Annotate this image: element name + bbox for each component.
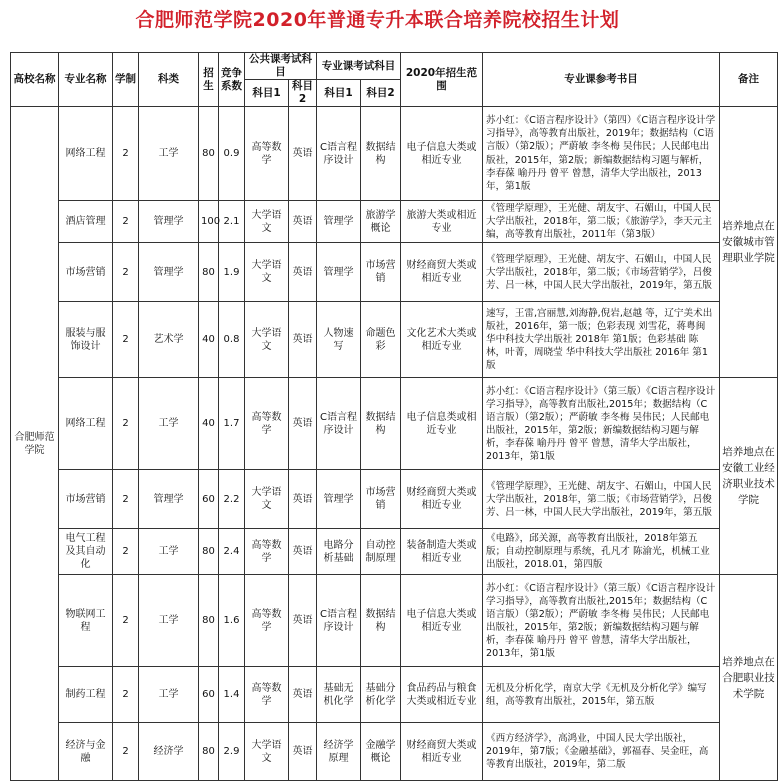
header-prof: 专业课考试科目 <box>317 53 401 80</box>
ratio-cell: 1.4 <box>219 667 245 723</box>
table-row <box>11 529 778 575</box>
public-subject2-cell: 英语 <box>289 107 317 201</box>
duration-cell: 2 <box>113 243 139 302</box>
major-cell: 网络工程 <box>59 378 113 470</box>
public-subject1-cell: 高等数学 <box>245 575 289 667</box>
major-cell: 服装与服饰设计 <box>59 302 113 378</box>
header-public-subject1: 科目1 <box>245 80 289 107</box>
duration-cell: 2 <box>113 107 139 201</box>
major-cell: 市场营销 <box>59 470 113 529</box>
category-cell: 艺术学 <box>139 302 199 378</box>
table-row <box>11 470 778 529</box>
public-subject1-cell: 大学语文 <box>245 201 289 243</box>
prof-subject2-cell: 自动控制原理 <box>361 529 401 575</box>
enroll-cell: 80 <box>199 723 219 781</box>
refs-cell: 速写，王雷,宫丽慧,刘海静,倪岩,赵越 等，辽宁美术出版社，2016年，第一版；色彩表现 刘雪花，蒋粤闽 华中科技大学出版社 2018年 第1版；色彩基础 陈林，叶菁，周晓莹 华中科技大学出版社 2016年 第1版 <box>483 302 720 378</box>
public-subject1-cell: 高等数学 <box>245 667 289 723</box>
table-row <box>11 575 778 667</box>
refs-cell: 无机及分析化学，南京大学《无机及分析化学》编写组，高等教育出版社，2015年，第五版 <box>483 667 720 723</box>
header-public: 公共课考试科目 <box>245 53 317 80</box>
prof-subject1-cell: C语言程序设计 <box>317 107 361 201</box>
duration-cell: 2 <box>113 667 139 723</box>
page-title: 合肥师范学院2020年普通专升本联合培养院校招生计划 <box>135 9 620 31</box>
major-cell: 酒店管理 <box>59 201 113 243</box>
header-duration: 学制 <box>113 53 139 107</box>
scope-cell: 电子信息大类或相近专业 <box>401 575 483 667</box>
public-subject2-cell: 英语 <box>289 378 317 470</box>
enroll-cell: 80 <box>199 107 219 201</box>
prof-subject1-cell: 管理学 <box>317 470 361 529</box>
prof-subject1-cell: 管理学 <box>317 243 361 302</box>
header-major: 专业名称 <box>59 53 113 107</box>
header-school: 高校名称 <box>11 53 59 107</box>
scope-cell: 财经商贸大类或相近专业 <box>401 470 483 529</box>
school-name: 合肥师范学院 <box>11 107 59 781</box>
header-category: 科类 <box>139 53 199 107</box>
ratio-cell: 0.8 <box>219 302 245 378</box>
public-subject1-cell: 大学语文 <box>245 470 289 529</box>
ratio-cell: 2.2 <box>219 470 245 529</box>
enroll-cell: 60 <box>199 470 219 529</box>
prof-subject2-cell: 金融学概论 <box>361 723 401 781</box>
public-subject2-cell: 英语 <box>289 667 317 723</box>
table-row <box>11 302 778 378</box>
enroll-cell: 100 <box>199 201 219 243</box>
ratio-cell: 1.6 <box>219 575 245 667</box>
duration-cell: 2 <box>113 723 139 781</box>
refs-cell: 《电路》，邱关源，高等教育出版社，2018年第五版；自动控制原理与系统，孔凡才 陈渝光，机械工业出版社，2018.01，第四版 <box>483 529 720 575</box>
ratio-cell: 2.4 <box>219 529 245 575</box>
major-cell: 经济与金融 <box>59 723 113 781</box>
scope-cell: 财经商贸大类或相近专业 <box>401 723 483 781</box>
enrollment-table <box>10 52 778 781</box>
category-cell: 管理学 <box>139 243 199 302</box>
category-cell: 工学 <box>139 107 199 201</box>
refs-cell: 苏小红：《C语言程序设计》（第三版）《C语言程序设计学习指导》，高等教育出版社,2015年；数据结构（C语言版）（第2版）；严蔚敏 李冬梅 吴伟民；人民邮电出版社，2015年，第2版；新编数据结构习题与解析，李春葆 喻丹丹 曾平 曾慧，清华大学出版社，2013年，第1版 <box>483 575 720 667</box>
public-subject1-cell: 大学语文 <box>245 243 289 302</box>
category-cell: 工学 <box>139 529 199 575</box>
public-subject2-cell: 英语 <box>289 529 317 575</box>
duration-cell: 2 <box>113 201 139 243</box>
public-subject2-cell: 英语 <box>289 723 317 781</box>
prof-subject1-cell: 管理学 <box>317 201 361 243</box>
header-prof-subject2: 科目2 <box>361 80 401 107</box>
prof-subject1-cell: 基础无机化学 <box>317 667 361 723</box>
duration-cell: 2 <box>113 302 139 378</box>
prof-subject2-cell: 数据结构 <box>361 107 401 201</box>
refs-cell: 苏小红：《C语言程序设计》（第三版）《C语言程序设计学习指导》，高等教育出版社,2015年；数据结构（C语言版）（第2版）；严蔚敏 李冬梅 吴伟民；人民邮电出版社，2015年，第2版；新编数据结构习题与解析，李春葆 喻丹丹 曾平 曾慧，清华大学出版社，2013年，第1版 <box>483 378 720 470</box>
enroll-cell: 80 <box>199 575 219 667</box>
major-cell: 网络工程 <box>59 107 113 201</box>
refs-cell: 《管理学原理》，王光健、胡友宇、石媚山，中国人民大学出版社，2018年，第二版；《市场营销学》，吕俊芳、吕一林，中国人民大学出版社，2019年，第五版 <box>483 470 720 529</box>
category-cell: 工学 <box>139 575 199 667</box>
header-ratio: 竞争系数 <box>219 53 245 107</box>
duration-cell: 2 <box>113 470 139 529</box>
prof-subject2-cell: 数据结构 <box>361 575 401 667</box>
category-cell: 工学 <box>139 378 199 470</box>
enroll-cell: 80 <box>199 529 219 575</box>
prof-subject2-cell: 市场营销 <box>361 243 401 302</box>
category-cell: 经济学 <box>139 723 199 781</box>
major-cell: 物联网工程 <box>59 575 113 667</box>
note-group1: 培养地点在安徽城市管理职业学院 <box>720 107 778 378</box>
public-subject2-cell: 英语 <box>289 243 317 302</box>
public-subject2-cell: 英语 <box>289 201 317 243</box>
prof-subject1-cell: C语言程序设计 <box>317 378 361 470</box>
header-note: 备注 <box>720 53 778 107</box>
prof-subject1-cell: 电路分析基础 <box>317 529 361 575</box>
header-row <box>11 53 778 80</box>
table-row <box>11 378 778 470</box>
refs-cell: 苏小红：《C语言程序设计》（第四）《C语言程序设计学习指导》，高等教育出版社，2019年；数据结构（C语言版）（第2版）；严蔚敏 李冬梅 吴伟民；人民邮电出版社，2015年，第2版；新编数据结构习题与解析，李春葆 喻丹丹 曾平 曾慧，清华大学出版社，2013年，第1版 <box>483 107 720 201</box>
prof-subject1-cell: 人物速写 <box>317 302 361 378</box>
scope-cell: 电子信息类或相近专业 <box>401 378 483 470</box>
ratio-cell: 1.7 <box>219 378 245 470</box>
prof-subject2-cell: 市场营销 <box>361 470 401 529</box>
major-cell: 市场营销 <box>59 243 113 302</box>
public-subject2-cell: 英语 <box>289 302 317 378</box>
scope-cell: 旅游大类或相近专业 <box>401 201 483 243</box>
table-row <box>11 243 778 302</box>
public-subject1-cell: 高等数学 <box>245 107 289 201</box>
refs-cell: 《管理学原理》，王光健、胡友宇、石媚山，中国人民大学出版社，2018年，第二版；《旅游学》，李天元主编，高等教育出版社，2011年（第3版） <box>483 201 720 243</box>
header-enroll: 招生 <box>199 53 219 107</box>
ratio-cell: 0.9 <box>219 107 245 201</box>
header-prof-subject1: 科目1 <box>317 80 361 107</box>
refs-cell: 《西方经济学》，高鸿业，中国人民大学出版社，2019年，第7版；《金融基础》，郭福春、吴金旺，高等教育出版社，2019年，第二版 <box>483 723 720 781</box>
header-refs: 专业课参考书目 <box>483 53 720 107</box>
prof-subject2-cell: 旅游学概论 <box>361 201 401 243</box>
prof-subject2-cell: 基础分析化学 <box>361 667 401 723</box>
major-cell: 电气工程及其自动化 <box>59 529 113 575</box>
enroll-cell: 40 <box>199 378 219 470</box>
header-scope: 2020年招生范围 <box>401 53 483 107</box>
ratio-cell: 1.9 <box>219 243 245 302</box>
category-cell: 管理学 <box>139 470 199 529</box>
public-subject1-cell: 大学语文 <box>245 302 289 378</box>
table-row <box>11 201 778 243</box>
scope-cell: 文化艺术大类或相近专业 <box>401 302 483 378</box>
ratio-cell: 2.1 <box>219 201 245 243</box>
public-subject2-cell: 英语 <box>289 470 317 529</box>
public-subject2-cell: 英语 <box>289 575 317 667</box>
scope-cell: 电子信息大类或相近专业 <box>401 107 483 201</box>
prof-subject1-cell: 经济学原理 <box>317 723 361 781</box>
major-cell: 制药工程 <box>59 667 113 723</box>
duration-cell: 2 <box>113 575 139 667</box>
note-group3: 培养地点在合肥职业技术学院 <box>720 575 778 781</box>
header-public-subject2: 科目2 <box>289 80 317 107</box>
public-subject1-cell: 大学语文 <box>245 723 289 781</box>
prof-subject2-cell: 数据结构 <box>361 378 401 470</box>
public-subject1-cell: 高等数学 <box>245 378 289 470</box>
enroll-cell: 40 <box>199 302 219 378</box>
table-row <box>11 667 778 723</box>
table-row <box>11 107 778 201</box>
duration-cell: 2 <box>113 378 139 470</box>
ratio-cell: 2.9 <box>219 723 245 781</box>
scope-cell: 财经商贸大类或相近专业 <box>401 243 483 302</box>
scope-cell: 食品药品与粮食大类或相近专业 <box>401 667 483 723</box>
prof-subject1-cell: C语言程序设计 <box>317 575 361 667</box>
enroll-cell: 80 <box>199 243 219 302</box>
enroll-cell: 60 <box>199 667 219 723</box>
scope-cell: 装备制造大类或相近专业 <box>401 529 483 575</box>
refs-cell: 《管理学原理》，王光健、胡友宇、石媚山，中国人民大学出版社，2018年，第二版；《市场营销学》，吕俊芳、吕一林，中国人民大学出版社，2019年，第五版 <box>483 243 720 302</box>
note-group2: 培养地点在安徽工业经济职业技术学院 <box>720 378 778 575</box>
category-cell: 工学 <box>139 667 199 723</box>
prof-subject2-cell: 命题色彩 <box>361 302 401 378</box>
public-subject1-cell: 高等数学 <box>245 529 289 575</box>
duration-cell: 2 <box>113 529 139 575</box>
category-cell: 管理学 <box>139 201 199 243</box>
table-row <box>11 723 778 781</box>
